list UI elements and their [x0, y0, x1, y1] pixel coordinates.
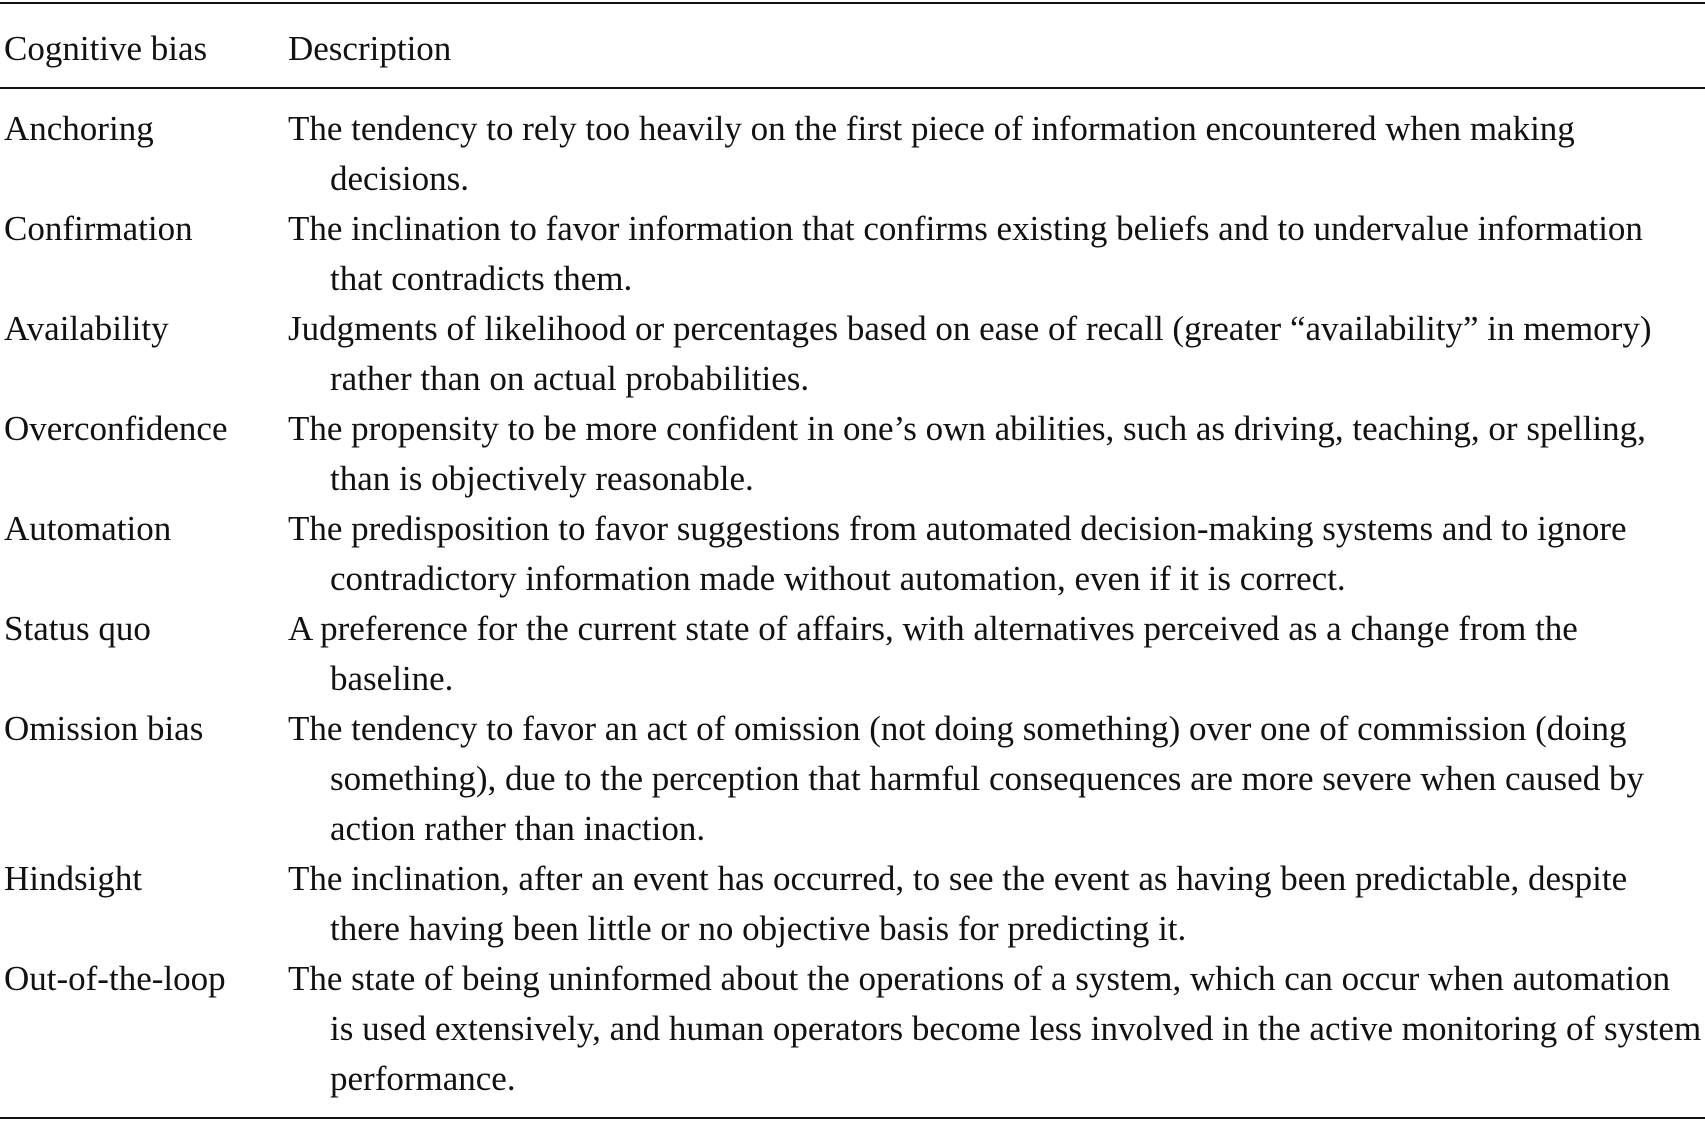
table-row	[0, 404, 1705, 504]
bias-description: The inclination, after an event has occurred, to see the event as having been predictable, despite there having been little or no objective basis for predicting it.	[288, 859, 1628, 948]
table-row	[0, 604, 1705, 704]
table-row	[0, 954, 1705, 1104]
bias-name: Hindsight	[4, 859, 143, 898]
bias-name: Overconfidence	[4, 409, 228, 448]
table-row	[0, 304, 1705, 404]
bias-description: The tendency to rely too heavily on the first piece of information encountered when making decisions.	[288, 109, 1575, 198]
table-header-rule	[0, 87, 1705, 89]
table-bottom-rule	[0, 1117, 1705, 1119]
bias-name: Omission bias	[4, 709, 204, 748]
bias-description: A preference for the current state of affairs, with alternatives perceived as a change from the baseline.	[288, 609, 1578, 698]
bias-description: The inclination to favor information that confirms existing beliefs and to undervalue information that contradicts them.	[288, 209, 1643, 298]
table-row	[0, 504, 1705, 604]
table-row	[0, 104, 1705, 204]
bias-name: Status quo	[4, 609, 151, 648]
bias-description: The state of being uninformed about the operations of a system, which can occur when automation is used extensively, and human operators become less involved in the active monitoring of system performance.	[288, 959, 1702, 1098]
bias-description: The predisposition to favor suggestions from automated decision-making systems and to ignore contradictory information made without automation, even if it is correct.	[288, 509, 1627, 598]
bias-name: Confirmation	[4, 209, 193, 248]
table-header-row	[0, 0, 1705, 88]
bias-name: Anchoring	[4, 109, 154, 148]
table-row	[0, 854, 1705, 954]
table-row	[0, 204, 1705, 304]
column-header-description: Description	[288, 29, 452, 68]
column-header-cognitive-bias: Cognitive bias	[4, 29, 208, 68]
bias-name: Availability	[4, 309, 169, 348]
bias-description: The tendency to favor an act of omission (not doing something) over one of commission (doing something), due to the perception that harmful consequences are more severe when caused by action rather than inaction.	[288, 709, 1644, 848]
table-body	[0, 104, 1705, 1104]
bias-name: Out-of-the-loop	[4, 959, 226, 998]
table-row	[0, 704, 1705, 854]
bias-description: Judgments of likelihood or percentages based on ease of recall (greater “availability” in memory) rather than on actual probabilities.	[288, 309, 1652, 398]
bias-description: The propensity to be more confident in one’s own abilities, such as driving, teaching, or spelling, than is objectively reasonable.	[288, 409, 1646, 498]
bias-name: Automation	[4, 509, 172, 548]
